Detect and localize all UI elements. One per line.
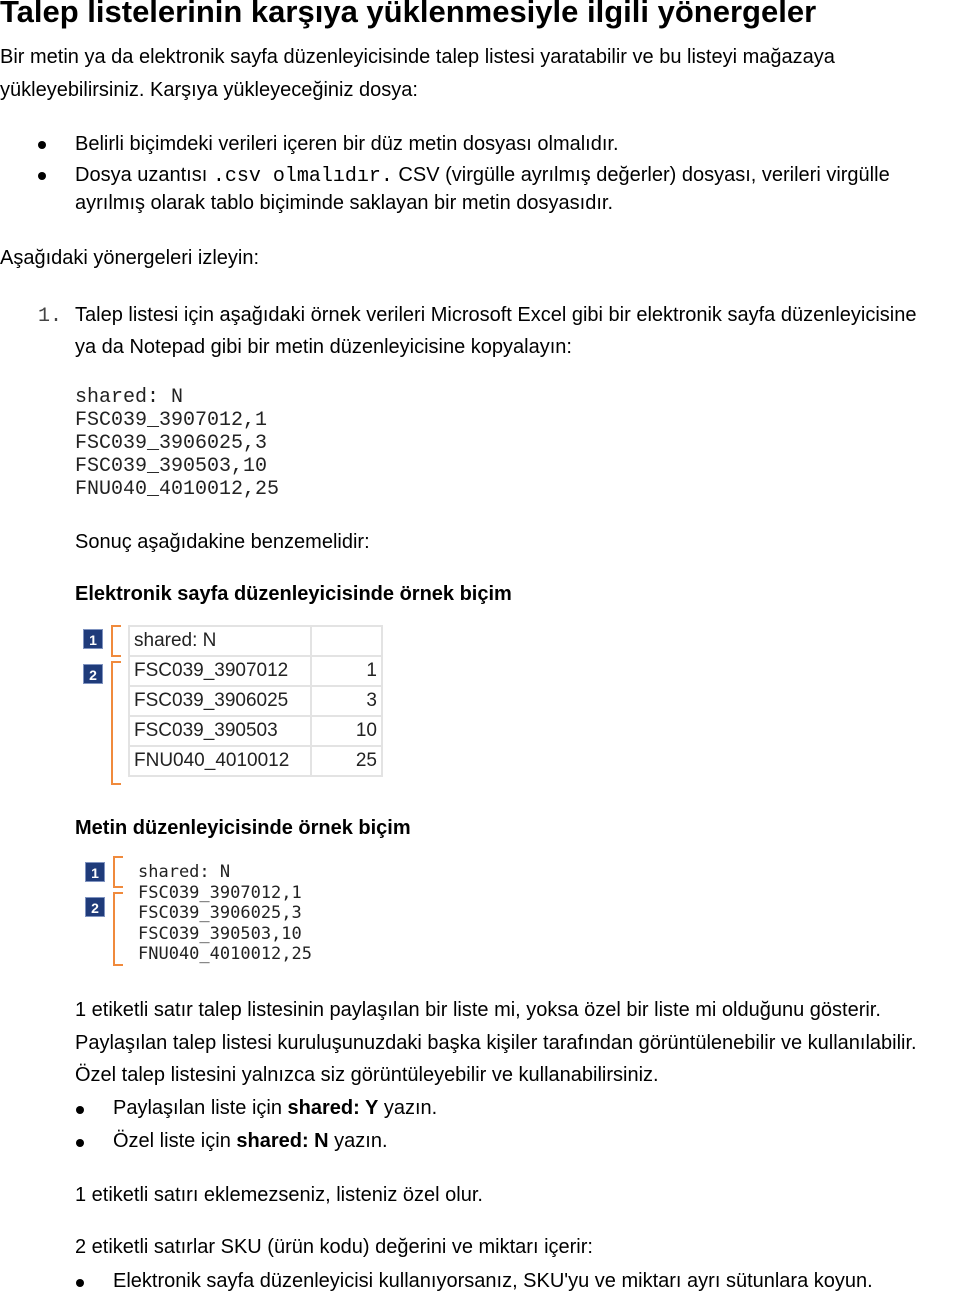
code-inline: .csv olmalıdır.	[212, 165, 393, 188]
cell: shared: N	[129, 626, 311, 656]
sample-code: shared: N FSC039_3907012,1 FSC039_3906025,3 FSC039_390503,10 FNU040_4010012,25	[75, 386, 280, 501]
text: Paylaşılan liste için	[113, 1097, 288, 1119]
file-bullet	[75, 164, 890, 188]
intro-line: Bir metin ya da elektronik sayfa düzenleyicisinde talep listesi yaratabilir ve bu listeyi mağazaya	[0, 46, 835, 68]
text: Özel liste için	[113, 1130, 237, 1152]
line2-info-text: 2 etiketli satırlar SKU (ürün kodu) değerini ve miktarı içerir:	[75, 1236, 593, 1258]
cell: 3	[311, 686, 382, 716]
spreadsheet-example	[128, 625, 383, 777]
table-row	[129, 686, 382, 716]
cell: FSC039_390503	[129, 716, 311, 746]
step-text: Talep listesi için aşağıdaki örnek verileri Microsoft Excel gibi bir elektronik sayfa düzenleyicisine	[75, 304, 917, 326]
text-heading: Metin düzenleyicisinde örnek biçim	[75, 817, 411, 839]
bullet-icon	[38, 141, 46, 149]
label-2-badge: 2	[85, 897, 105, 917]
bullet-icon	[38, 172, 46, 180]
keyword: shared: N	[236, 1130, 329, 1152]
default-private-text: 1 etiketli satırı eklemezseniz, listeniz özel olur.	[75, 1184, 483, 1206]
bracket-icon	[111, 661, 121, 785]
table-row	[129, 716, 382, 746]
text: Dosya uzantısı	[75, 164, 213, 186]
bracket-icon	[111, 625, 121, 657]
cell	[311, 626, 382, 656]
label-2-badge: 2	[83, 664, 103, 684]
cell: FSC039_3906025	[129, 686, 311, 716]
step-number: 1.	[38, 305, 63, 328]
cell: 10	[311, 716, 382, 746]
sku-bullet: Elektronik sayfa düzenleyicisi kullanıyorsanız, SKU'yu ve miktarı ayrı sütunlara koyun.	[113, 1270, 873, 1292]
result-text: Sonuç aşağıdakine benzemelidir:	[75, 531, 370, 553]
bracket-icon	[113, 856, 123, 888]
table-row	[129, 626, 382, 656]
sheet-heading: Elektronik sayfa düzenleyicisinde örnek biçim	[75, 583, 512, 605]
text: CSV (virgülle ayrılmış değerler) dosyası, verileri virgülle	[392, 164, 890, 186]
share-bullet	[113, 1130, 388, 1153]
cell: FNU040_4010012	[129, 746, 311, 776]
table-row	[129, 656, 382, 686]
explain-line: Özel talep listesini yalnızca siz görüntüleyebilir ve kullanabilirsiniz.	[75, 1064, 659, 1086]
bullet-icon	[76, 1139, 84, 1147]
cell: 1	[311, 656, 382, 686]
explain-line: 1 etiketli satır talep listesinin paylaşılan bir liste mi, yoksa özel bir liste mi olduğunu gösterir.	[75, 999, 881, 1021]
text: yazın.	[328, 1130, 388, 1152]
label-1-badge: 1	[85, 862, 105, 882]
keyword: shared: Y	[287, 1097, 379, 1119]
text: yazın.	[378, 1097, 438, 1119]
share-bullet	[113, 1097, 437, 1120]
label-1-badge: 1	[83, 629, 103, 649]
table-row	[129, 746, 382, 776]
bullet-icon	[76, 1279, 84, 1287]
bracket-icon	[113, 892, 123, 966]
cell: FSC039_3907012	[129, 656, 311, 686]
follow-text: Aşağıdaki yönergeleri izleyin:	[0, 247, 260, 269]
file-bullet: Belirli biçimdeki verileri içeren bir düz metin dosyası olmalıdır.	[75, 133, 619, 155]
page-title: Talep listelerinin karşıya yüklenmesiyle ilgili yönergeler	[0, 0, 817, 29]
file-bullet-cont: ayrılmış olarak tablo biçiminde saklayan bir metin dosyasıdır.	[75, 192, 614, 214]
text-editor-example: shared: N FSC039_3907012,1 FSC039_3906025,3 FSC039_390503,10 FNU040_4010012,25	[138, 862, 312, 964]
bullet-icon	[76, 1106, 84, 1114]
cell: 25	[311, 746, 382, 776]
explain-line: Paylaşılan talep listesi kuruluşunuzdaki başka kişiler tarafından görüntülenebilir ve kullanılabilir.	[75, 1032, 917, 1054]
intro-line: yükleyebilirsiniz. Karşıya yükleyeceğiniz dosya:	[0, 79, 418, 101]
step-text: ya da Notepad gibi bir metin düzenleyicisine kopyalayın:	[75, 336, 572, 358]
